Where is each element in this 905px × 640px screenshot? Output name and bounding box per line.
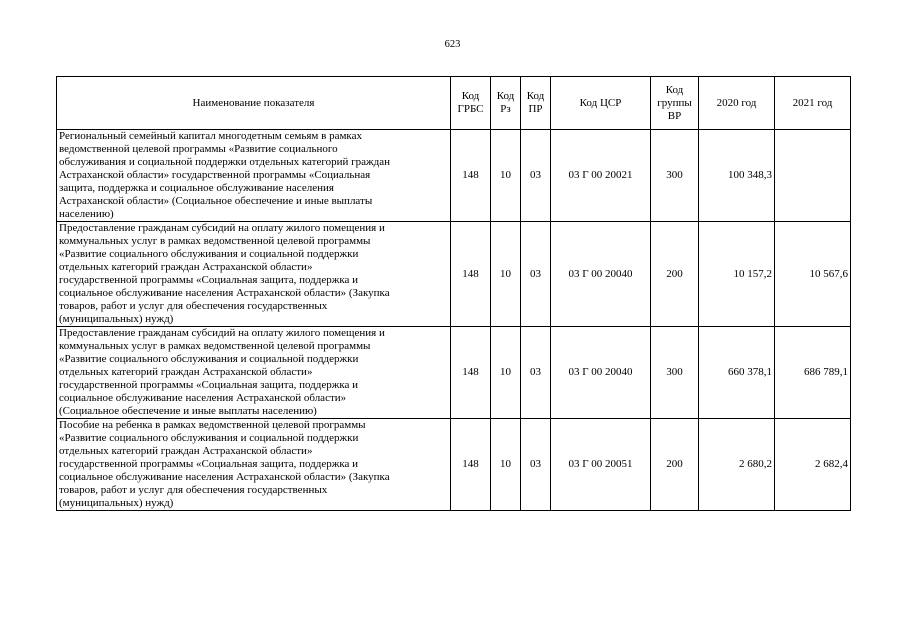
header-rz: Код Рз [491, 77, 521, 130]
header-csr: Код ЦСР [551, 77, 651, 130]
row-name: Пособие на ребенка в рамках ведомственной целевой программы «Развитие социального обслуживания и социальной поддержки отдельных категорий граждан Астраханской области» государственной программы «Социальная защита, поддержка и социальное обслуживание населения Астраханской области» (Закупка товаров, работ и услуг для обеспечения государственных (муниципальных) нужд) [57, 419, 451, 511]
header-grbs: Код ГРБС [451, 77, 491, 130]
row-pr: 03 [521, 222, 551, 327]
row-2021: 2 682,4 [775, 419, 851, 511]
header-vr: Код группы ВР [651, 77, 699, 130]
page-number: 623 [444, 39, 461, 50]
row-rz: 10 [491, 130, 521, 222]
row-csr: 03 Г 00 20040 [551, 327, 651, 419]
budget-table [56, 76, 851, 511]
row-grbs: 148 [451, 327, 491, 419]
row-csr: 03 Г 00 20040 [551, 222, 651, 327]
row-vr: 200 [651, 419, 699, 511]
row-2020: 100 348,3 [699, 130, 775, 222]
row-2020: 2 680,2 [699, 419, 775, 511]
row-grbs: 148 [451, 222, 491, 327]
row-csr: 03 Г 00 20021 [551, 130, 651, 222]
row-csr: 03 Г 00 20051 [551, 419, 651, 511]
row-grbs: 148 [451, 419, 491, 511]
row-2020: 660 378,1 [699, 327, 775, 419]
row-name: Региональный семейный капитал многодетным семьям в рамках ведомственной целевой программы «Развитие социального обслуживания и социальной поддержки отдельных категорий граждан Астраханской области» государственной программы «Социальная защита, поддержка и социальное обслуживание населения Астраханской области» (Социальное обеспечение и иные выплаты населению) [57, 130, 451, 222]
row-rz: 10 [491, 222, 521, 327]
row-pr: 03 [521, 327, 551, 419]
header-name: Наименование показателя [57, 77, 451, 130]
header-2021: 2021 год [775, 77, 851, 130]
table-row [57, 419, 851, 511]
row-pr: 03 [521, 130, 551, 222]
table-row [57, 130, 851, 222]
row-2020: 10 157,2 [699, 222, 775, 327]
row-name: Предоставление гражданам субсидий на оплату жилого помещения и коммунальных услуг в рамках ведомственной целевой программы «Развитие социального обслуживания и социальной поддержки отдельных категорий граждан Астраханской области» государственной программы «Социальная защита, поддержка и социальное обслуживание населения Астраханской области» (Социальное обеспечение и иные выплаты населению) [57, 327, 451, 419]
row-2021: 10 567,6 [775, 222, 851, 327]
row-2021: 686 789,1 [775, 327, 851, 419]
row-name: Предоставление гражданам субсидий на оплату жилого помещения и коммунальных услуг в рамках ведомственной целевой программы «Развитие социального обслуживания и социальной поддержки отдельных категорий граждан Астраханской области» государственной программы «Социальная защита, поддержка и социальное обслуживание населения Астраханской области» (Закупка товаров, работ и услуг для обеспечения государственных (муниципальных) нужд) [57, 222, 451, 327]
table-row [57, 327, 851, 419]
row-pr: 03 [521, 419, 551, 511]
header-row [57, 77, 851, 130]
row-vr: 300 [651, 130, 699, 222]
table-row [57, 222, 851, 327]
header-2020: 2020 год [699, 77, 775, 130]
row-2021 [775, 130, 851, 222]
row-rz: 10 [491, 419, 521, 511]
row-vr: 200 [651, 222, 699, 327]
row-grbs: 148 [451, 130, 491, 222]
row-vr: 300 [651, 327, 699, 419]
header-pr: Код ПР [521, 77, 551, 130]
row-rz: 10 [491, 327, 521, 419]
